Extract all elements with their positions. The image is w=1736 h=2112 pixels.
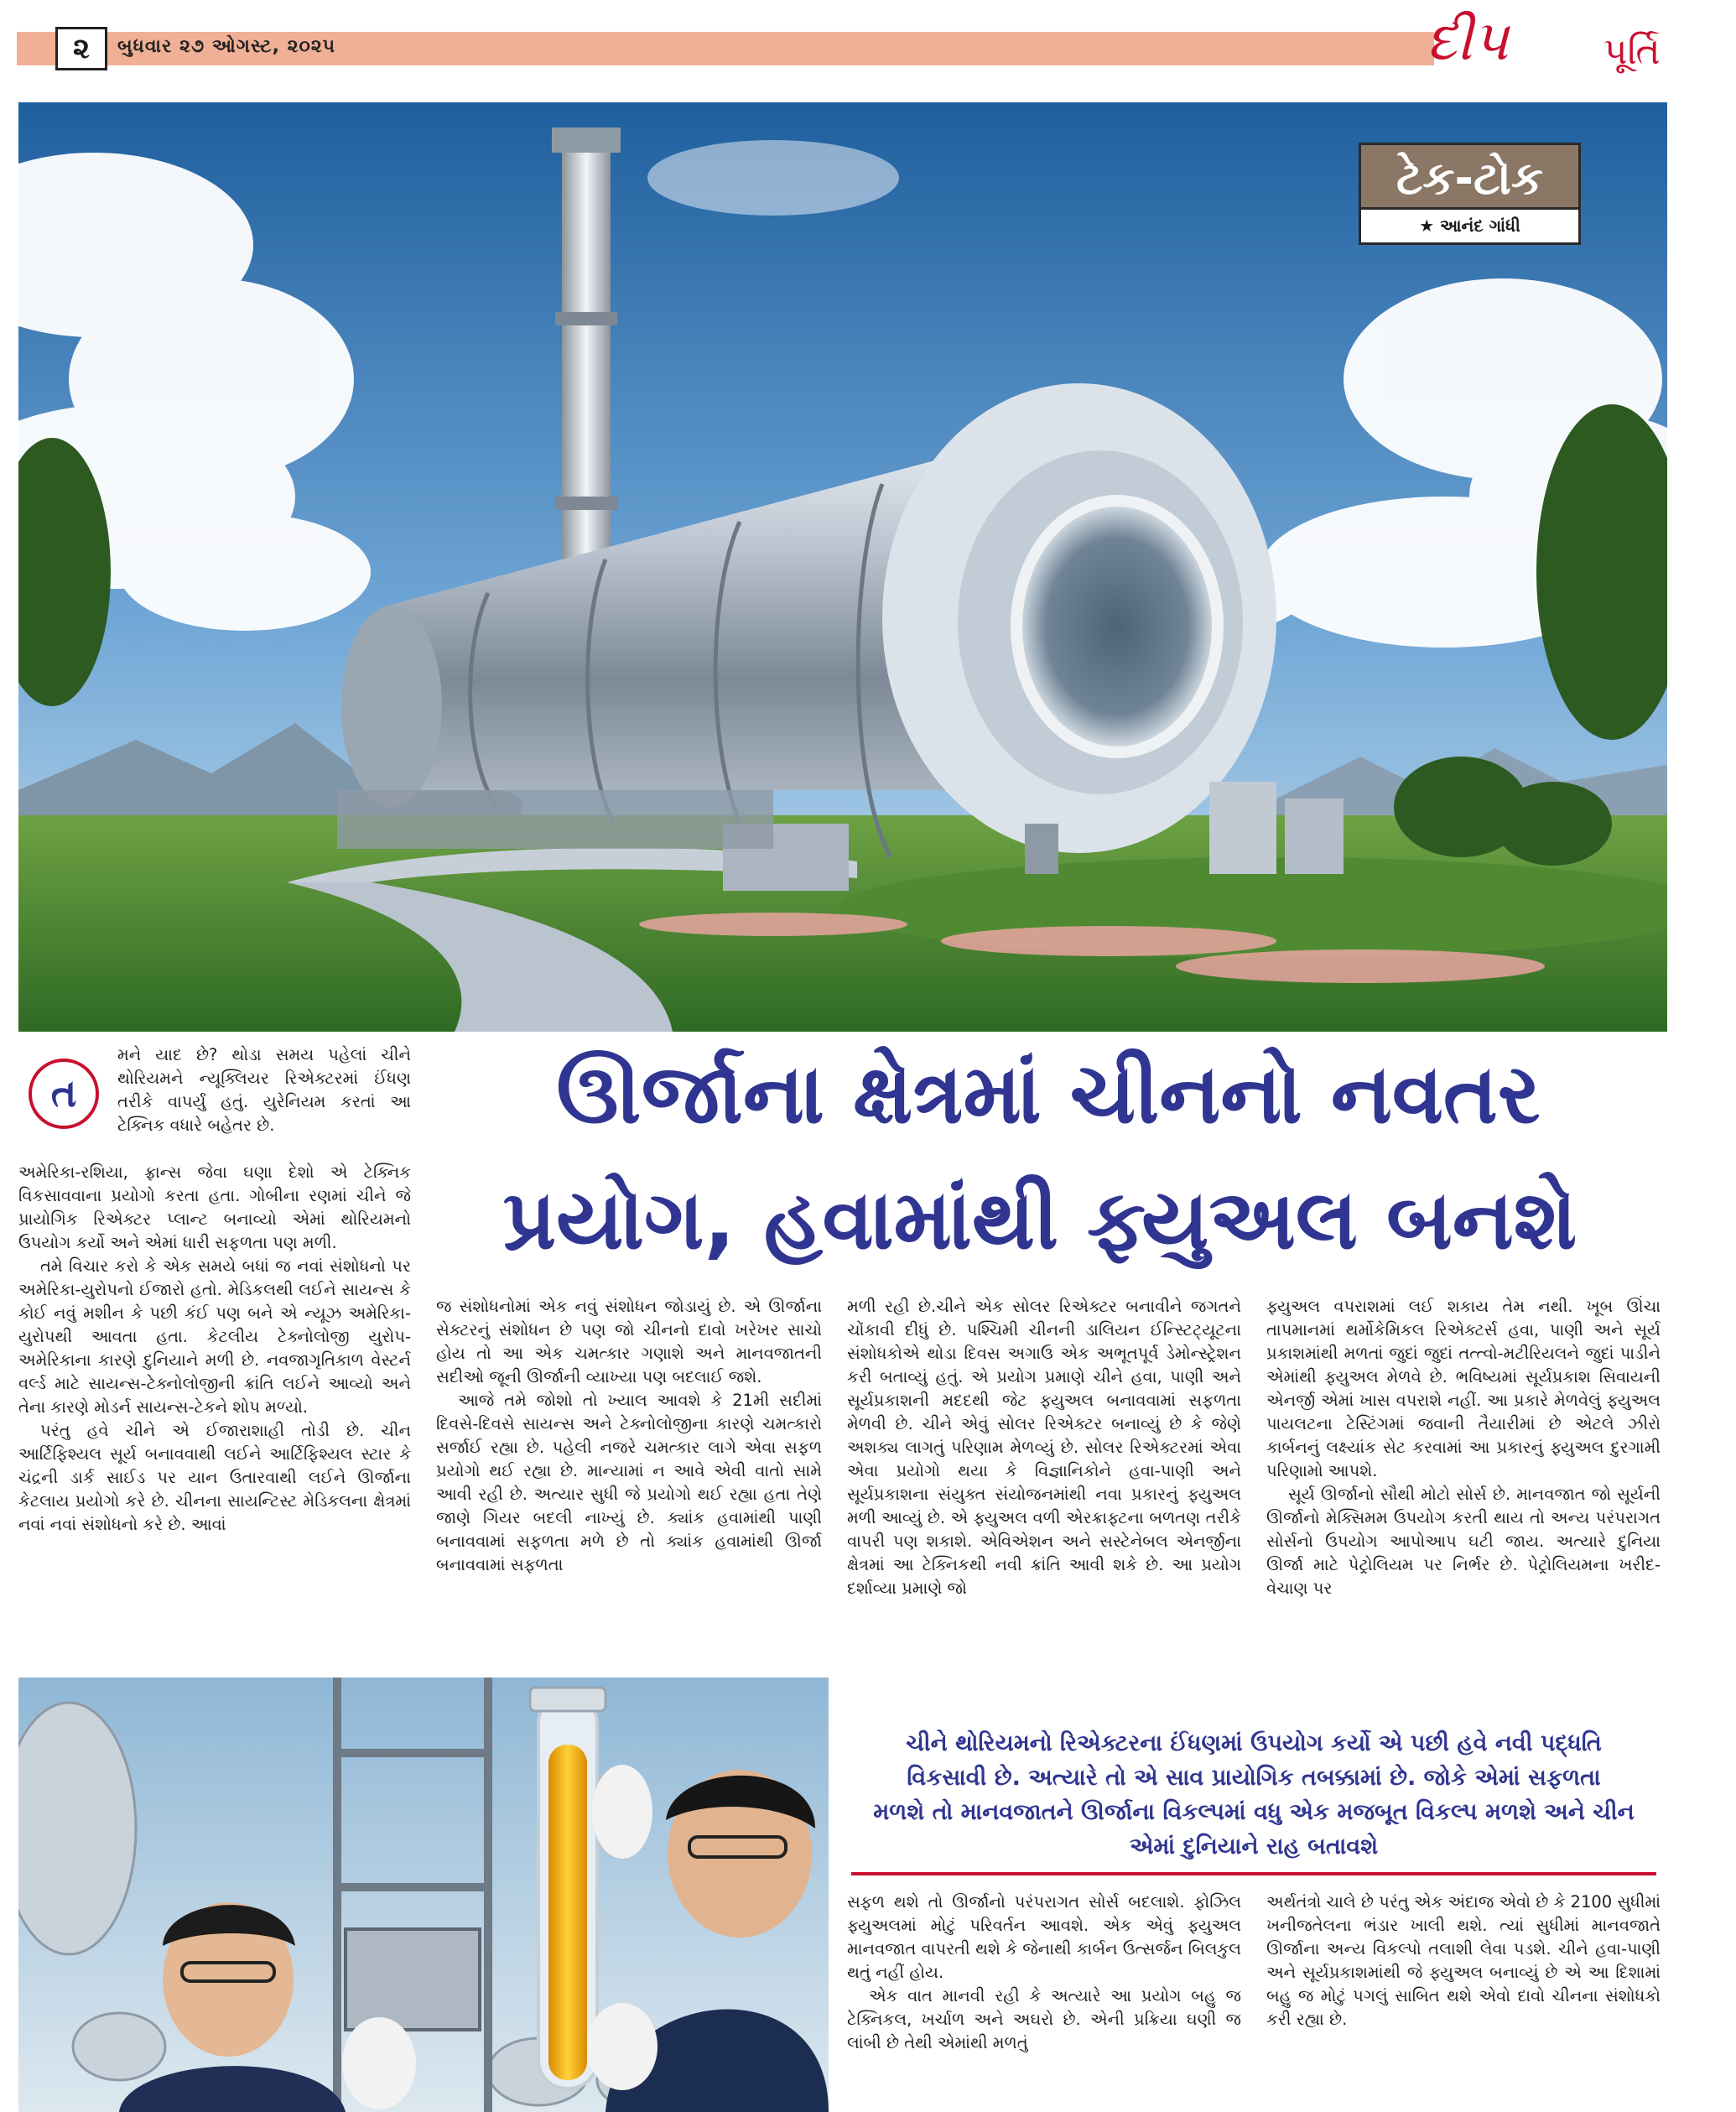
page-number: ૨ (55, 27, 107, 70)
supplement-logo (1426, 8, 1694, 92)
issue-date: બુધવાર ૨૭ ઓગસ્ટ, ૨૦૨૫ (117, 36, 336, 57)
paragraph-4: જ સંશોધનોમાં એક નવું સંશોધન જોડાયું છે. એ ઊર્જાના સેક્ટરનું સંશોધન છે પણ જો ચીનનો દાવો ખરેખર સાચો હોય તો આ એક ચમત્કાર ગણાશે અને માનવજાતની સદીઓ જૂની ઊર્જાની વ્યાખ્યા પણ બદલાઈ જશે. (436, 1297, 822, 1386)
paragraph-5: આજે તમે જોશો તો ખ્યાલ આવશે કે 21મી સદીમાં દિવસે-દિવસે સાયન્સ અને ટેક્નોલોજીના કારણે ચમત્કારો સર્જાઈ રહ્યા છે. પહેલી નજરે ચમત્કાર લાગે એવા સફળ પ્રયોગો થઈ રહ્યા છે. માન્યામાં ન આવે એવી વાતો સામે આવી રહી છે. અત્યાર સુધી જે પ્રયોગો થઈ રહ્યા હતા તેણે જાણે ગિયર બદલી નાખ્યું છે. ક્યાંક હવામાંથી પાણી બનાવવામાં સફળતા મળે છે તો ક્યાંક હવામાંથી ઊર્જા બનાવવામાં સફળતા (436, 1391, 822, 1574)
pull-quote-line-3: મળશે તો માનવજાતને ઊર્જાના વિકલ્પમાં વધુ એક મજબૂત વિકલ્પ મળશે અને ચીન (873, 1799, 1635, 1825)
pull-quote-line-4: એમાં દુનિયાને રાહ બતાવશે (1129, 1834, 1379, 1860)
headline-line-1: ઊર્જાના ક્ષેત્રમાં ચીનનો નવતર (556, 1047, 1541, 1142)
pull-quote-line-1: ચીને થોરિયમનો રિએક્ટરના ઈંધણમાં ઉપયોગ કર્યો એ પછી હવે નવી પદ્ધતિ (906, 1730, 1602, 1756)
paragraph-11: અર્થતંત્રો ચાલે છે પરંતુ એક અંદાજ એવો છે કે 2100 સુધીમાં ખનીજતેલના ભંડાર ખાલી થશે. ત્યાં સુધીમાં માનવજાતે ઊર્જાના અન્ય વિકલ્પો તલાશી લેવા પડશે. ચીને હવા-પાણી અને સૂર્યપ્રકાશમાંથી જે ફ્યુઅલ બનાવ્યું છે એ આ દિશામાં બહુ જ મોટું પગલું સાબિત થશે એવો દાવો ચીનના સંશોધકો કરી રહ્યા છે. (1266, 1892, 1661, 2029)
paragraph-10: એક વાત માનવી રહી કે અત્યારે આ પ્રયોગ બહુ જ ટેક્નિકલ, ખર્ચાળ અને અઘરો છે. એની પ્રક્રિયા ઘણી જ લાંબી છે તેથી એમાંથી મળતું (847, 1986, 1241, 2052)
article-column-1 (18, 1161, 411, 1537)
paragraph-9: સફળ થશે તો ઊર્જાનો પરંપરાગત સોર્સ બદલાશે. ફોઝિલ ફ્યુઅલમાં મોટું પરિવર્તન આવશે. એક એવું ફ્યુઅલ માનવજાત વાપરતી થશે કે જેનાથી કાર્બન ઉત્સર્જન બિલકુલ થતું નહીં હોય. (847, 1892, 1241, 1982)
lead-paragraph: મને યાદ છે? થોડા સમય પહેલાં ચીને થોરિયમને ન્યૂક્લિયર રિએક્ટરમાં ઈંધણ તરીકે વાપર્યું હતું. યુરેનિયમ કરતાં આ ટેક્નિક વધારે બહેતર છે. (117, 1045, 411, 1135)
paragraph-6: મળી રહી છે.ચીને એક સોલર રિએક્ટર બનાવીને જગતને ચોંકાવી દીધું છે. પશ્ચિમી ચીનની ડાલિયન ઈન્સ્ટિટ્યૂટના સંશોધકોએ થોડા દિવસ અગાઉ એક અભૂતપૂર્વ ડેમોન્સ્ટ્રેશન કરી બતાવ્યું હતું. એ પ્રયોગ પ્રમાણે ચીને હવા, પાણી અને સૂર્યપ્રકાશની મદદથી જેટ ફ્યુઅલ બનાવવામાં સફળતા મેળવી છે. ચીને એવું સોલર રિએક્ટર બનાવ્યું છે કે જેણે અશક્ય લાગતું પરિણામ મેળવ્યું છે. સોલર રિએક્ટરમાં એવા એવા પ્રયોગો થયા કે વિજ્ઞાનિકોને હવા-પાણી અને સૂર્યપ્રકાશના સંયુક્ત સંયોજનમાંથી નવા પ્રકારનું ફ્યુઅલ મળી આવ્યું છે. એ ફ્યુઅલ વળી એરક્રાફ્ટના બળતણ તરીકે વાપરી પણ શકાશે. એવિએશન અને સસ્ટેનેબલ એનર્જીના ક્ષેત્રમાં આ ટેક્નિકથી નવી ક્રાંતિ આવી શકે છે. આ પ્રયોગ દર્શાવ્યા પ્રમાણે જો (847, 1297, 1241, 1598)
article-column-2 (436, 1295, 822, 1577)
paragraph-8: સૂર્ય ઊર્જાનો સૌથી મોટો સોર્સ છે. માનવજાત જો સૂર્યની ઊર્જાનો મેક્સિમમ ઉપયોગ કરતી થાય તો અન્ય પરંપરાગત સોર્સનો ઉપયોગ આપોઆપ ઘટી જાય. અત્યારે દુનિયા ઊર્જા માટે પેટ્રોલિયમ પર નિર્ભર છે. પેટ્રોલિયમના ખરીદ-વેચાણ પર (1266, 1485, 1661, 1598)
pull-quote-line-2: વિકસાવી છે. અત્યારે તો એ સાવ પ્રાયોગિક તબક્કામાં છે. જોકે એમાં સફળતા (907, 1765, 1601, 1791)
paragraph-7: ફ્યુઅલ વપરાશમાં લઈ શકાય તેમ નથી. ખૂબ ઊંચા તાપમાનમાં થર્મોકેમિકલ રિએક્ટર્સ હવા, પાણી અને સૂર્ય પ્રકાશમાંથી મળતાં જુદાં જુદાં તત્ત્વો-મટીરિયલને જુદાં પાડીને એમાંથી ફ્યુઅલ મેળવે છે. ભવિષ્યમાં સૂર્યપ્રકાશ સિવાયની એનર્જી એમાં ખાસ વપરાશે નહીં. આ પ્રકારે મેળવેલું ફ્યુઅલ પાયલટના ટેસ્ટિંગમાં જવાની તૈયારીમાં છે એટલે ઝીરો કાર્બનનું લક્ષ્યાંક સેટ કરવામાં આ પ્રકારનું ફ્યુઅલ દુરગામી પરિણામો આપશે. (1266, 1297, 1661, 1480)
article-column-4 (1266, 1295, 1661, 1600)
pull-quote-rule (851, 1872, 1656, 1875)
supplement-logo-mark: દીપ (1426, 8, 1509, 73)
pull-quote (839, 1726, 1669, 1864)
drop-cap: ત (29, 1059, 99, 1129)
lab-photo (18, 1678, 829, 2112)
column-author: ★ આનંદ ગાંધી (1359, 210, 1581, 245)
headline-line-2: પ્રયોગ, હવામાંથી ફ્યુઅલ બનશે (502, 1173, 1577, 1268)
column-name: ટેક-ટોક (1359, 143, 1581, 210)
article-column-3 (847, 1295, 1241, 1600)
article-column-6 (1266, 1891, 1661, 2031)
article-lead (117, 1043, 411, 1137)
column-tag (1359, 143, 1581, 250)
paragraph-3: પરંતુ હવે ચીને એ ઈજારાશાહી તોડી છે. ચીન આર્ટિફિશ્યલ સૂર્ય બનાવવાથી લઈને આર્ટિફિશ્યલ સ્ટાર કે ચંદ્રની ડાર્ક સાઈડ પર યાન ઉતારવાથી લઈને ઊર્જાના કેટલાય પ્રયોગો કરે છે. ચીનના સાયન્ટિસ્ટ મેડિકલના ક્ષેત્રમાં નવાં નવાં સંશોધનો કરે છે. આવાં (18, 1421, 411, 1534)
paragraph-2: તમે વિચાર કરો કે એક સમયે બધાં જ નવાં સંશોધનો પર અમેરિકા-યુરોપનો ઈજારો હતો. મેડિકલથી લઈને સાયન્સ કે કોઈ નવું મશીન કે પછી કંઈ પણ બને એ ન્યૂઝ અમેરિકા-યુરોપથી આવતા હતા. કેટલીય ટેક્નોલોજી યુરોપ-અમેરિકાના કારણે દુનિયાને મળી છે. નવજાગૃતિકાળ વેસ્ટર્ન વર્લ્ડ માટે સાયન્સ-ટેક્નોલોજીની ક્રાંતિ લઈને આવ્યો અને તેના કારણે મોડર્ન સાયન્સ-ટેકને શોપ મળ્યો. (18, 1256, 411, 1417)
paragraph-1-continued: અમેરિકા-રશિયા, ફ્રાન્સ જેવા ઘણા દેશો એ ટેક્નિક વિકસાવવાના પ્રયોગો કરતા હતા. ગોબીના રણમાં ચીને જે પ્રાયોગિક રિએક્ટર પ્લાન્ટ બનાવ્યો એમાં થોરિયમનો ઉપયોગ કર્યો અને એમાં ધારી સફળતા પણ મળી. (18, 1163, 411, 1252)
article-column-5 (847, 1891, 1241, 2055)
supplement-logo-label: પૂર્તિ (1603, 30, 1661, 73)
